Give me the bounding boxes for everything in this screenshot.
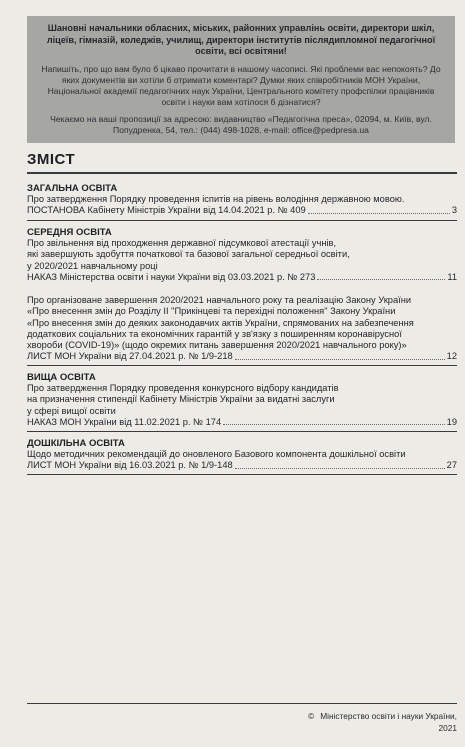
entry-title-line: які завершують здобуття початкової та базової загальної середньої освіти, [27, 249, 350, 260]
entry-page-number: 19 [446, 416, 457, 427]
copyright [307, 710, 457, 734]
toc-title-rule [27, 172, 457, 174]
entry-title-line: «Про внесення змін до Розділу ІІ "Прикінцеві та перехідні положення" Закону України [27, 306, 396, 317]
entry-source: НАКАЗ Міністерства освіти і науки України від 03.03.2021 р. № 273 [27, 271, 316, 282]
readers-notice-box [27, 16, 455, 143]
copyright-symbol: © [308, 711, 315, 721]
entry-title-line: додаткових соціальних та економічних гарантій у зв'язку з поширенням коронавірусної [27, 328, 402, 339]
leader-dots [235, 359, 445, 360]
section-divider [27, 220, 457, 221]
leader-dots [223, 424, 445, 425]
entry-source: ЛИСТ МОН України від 27.04.2021 р. № 1/9-218 [27, 351, 233, 362]
entry-page-number: 12 [446, 351, 457, 362]
entry-page-number: 27 [446, 460, 457, 471]
section-heading-higher-education: ВИЩА ОСВІТА [27, 372, 96, 383]
toc-entry[interactable] [27, 194, 457, 217]
entry-source: ПОСТАНОВА Кабінету Міністрів України від 14.04.2021 р. № 409 [27, 205, 306, 216]
entry-source: ЛИСТ МОН України від 16.03.2021 р. № 1/9-148 [27, 460, 233, 471]
entry-title-line: Щодо методичних рекомендацій до оновленого Базового компонента дошкільної освіти [27, 449, 406, 459]
notice-body: Напишіть, про що вам було б цікаво прочитати в нашому часописі. Які проблеми вас непокоять? До яких документів ви хотіли б отримати коментарі? Думки яких співробітників МОН України, Національної академії педагогічних наук України, Центрального комітету профспілки працівників освіти і науки вам хотілося б дізнатися? [41, 63, 441, 108]
entry-source: НАКАЗ МОН України від 11.02.2021 р. № 174 [27, 416, 222, 427]
section-heading-secondary-education: СЕРЕДНЯ ОСВІТА [27, 227, 112, 238]
section-heading-general-education: ЗАГАЛЬНА ОСВІТА [27, 183, 118, 194]
section-divider [27, 431, 457, 432]
toc-title: ЗМІСТ [27, 151, 76, 168]
copyright-owner: Міністерство освіти і науки України, [320, 711, 457, 721]
entry-title-line: хвороби (COVID-19)» (щодо окремих питань завершення 2020/2021 навчального року)» [27, 340, 407, 351]
entry-title-line: Про звільнення від проходження державної підсумкової атестації учнів, [27, 238, 337, 248]
entry-page-number: 3 [451, 205, 457, 216]
entry-title-line: у 2020/2021 навчальному році [27, 260, 158, 271]
toc-entry[interactable] [27, 238, 457, 283]
entry-page-number: 11 [447, 271, 457, 282]
footer-rule [27, 703, 457, 704]
toc-entry[interactable] [27, 383, 457, 428]
entry-title-line: Про організоване завершення 2020/2021 навчального року та реалізацію Закону України [27, 295, 412, 305]
entry-title-line: «Про внесення змін до деяких законодавчих актів України, спрямованих на забезпечення [27, 317, 414, 328]
section-divider [27, 365, 457, 366]
section-heading-preschool-education: ДОШКІЛЬНА ОСВІТА [27, 438, 125, 449]
entry-title-line: Про затвердження Порядку проведення іспитів на рівень володіння державною мовою. [27, 194, 405, 204]
section-divider [27, 474, 457, 475]
leader-dots [235, 468, 445, 469]
leader-dots [308, 213, 450, 214]
leader-dots [317, 279, 445, 280]
notice-contact: Чекаємо на ваші пропозиції за адресою: видавництво «Педагогічна преса», 02094, м. Київ, вул. Попудренка, 54, тел.: (044) 498-1028, e-mail: office@pedpresa.ua [50, 113, 432, 135]
toc-entry[interactable] [27, 295, 457, 363]
entry-title-line: Про затвердження Порядку проведення конкурсного відбору кандидатів [27, 383, 339, 393]
notice-headline: Шановні начальники обласних, міських, районних управлінь освіти, директори шкіл, ліцеїв, гімназій, коледжів, училищ, директори інститутів післядипломної педагогічної освіти, всі освітяни! [46, 23, 436, 57]
entry-title-line: у сфері вищої освіти [27, 405, 116, 416]
toc-entry[interactable] [27, 449, 457, 472]
entry-title-line: на призначення стипендії Кабінету Міністрів України за видатні заслуги [27, 394, 335, 405]
copyright-year: 2021 [438, 723, 457, 733]
